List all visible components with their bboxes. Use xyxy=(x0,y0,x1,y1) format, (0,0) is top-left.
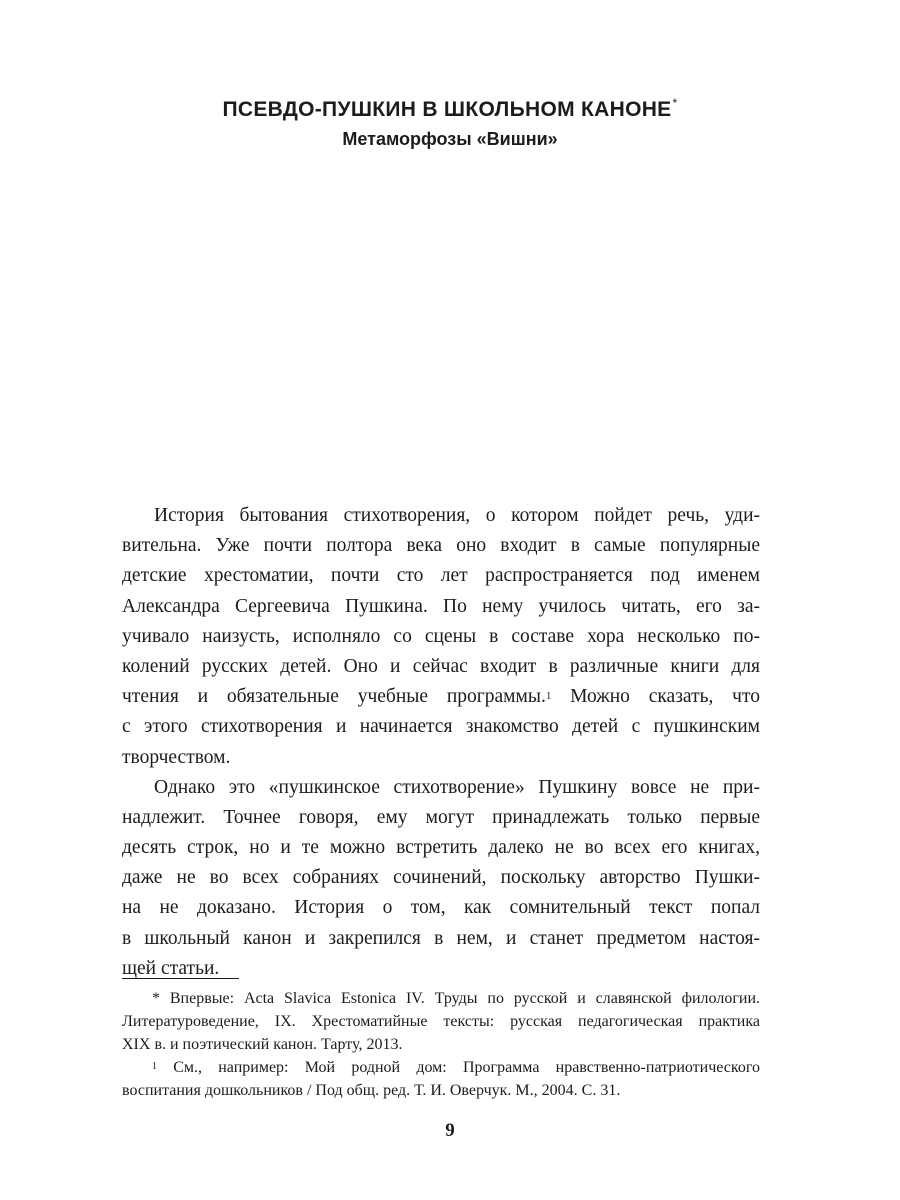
text-line: десять строк, но и те можно встретить далеко не во всех его книгах, xyxy=(122,837,760,859)
footnote-ref-1[interactable]: 1 xyxy=(545,690,552,703)
footnote-text: XIX в. и поэтический канон. Тарту, 2013. xyxy=(122,1036,403,1053)
footnotes xyxy=(122,987,760,1102)
footnote-text: Литературоведение, IX. Хрестоматийные тексты: русская педагогическая практика xyxy=(122,1013,760,1030)
chapter-title xyxy=(0,98,900,122)
text-line: колений русских детей. Оно и сейчас входит в различные книги для xyxy=(122,655,760,677)
footnote-star-mark: * xyxy=(152,990,160,1007)
text-line: даже не во всех собраниях сочинений, поскольку авторство Пушки- xyxy=(122,867,760,889)
page-number: 9 xyxy=(445,1120,455,1141)
text-line: учивало наизусть, исполняло со сцены в составе хора несколько по- xyxy=(122,625,760,647)
text-line: Александра Сергеевича Пушкина. По нему училось читать, его за- xyxy=(122,595,760,617)
title-footnote-mark: * xyxy=(672,96,678,110)
footnote-1-mark: 1 xyxy=(152,1061,157,1072)
text-segment: чтения и обязательные учебные программы. xyxy=(122,686,546,708)
text-line: надлежит. Точнее говоря, ему могут принадлежать только первые xyxy=(122,806,760,828)
footnote-text: Впервые: Acta Slavica Estonica IV. Труды по русской и славянской филологии. xyxy=(160,990,760,1007)
text-line: с этого стихотворения и начинается знакомство детей с пушкинским xyxy=(122,716,760,738)
text-line-with-footnote xyxy=(122,682,760,712)
text-line: на не доказано. История о том, как сомнительный текст попал xyxy=(122,897,760,919)
text-line: щей статьи. xyxy=(122,957,220,979)
text-line: детские хрестоматии, почти сто лет распространяется под именем xyxy=(122,565,760,587)
footnote-divider xyxy=(122,978,239,979)
text-line: История бытования стихотворения, о котором пойдет речь, уди- xyxy=(154,505,760,526)
text-line: Однако это «пушкинское стихотворение» Пушкину вовсе не при- xyxy=(154,776,760,798)
footnote-text: См., например: Мой родной дом: Программа нравственно-патриотического xyxy=(157,1059,760,1076)
footnote-1-line xyxy=(122,1056,760,1079)
footnote-star-line xyxy=(122,987,760,1010)
chapter-subtitle: Метаморфозы «Вишни» xyxy=(342,129,558,149)
main-text xyxy=(122,501,760,984)
text-line: в школьный канон и закрепился в нем, и станет предметом настоя- xyxy=(122,927,760,949)
footnote-text: воспитания дошкольников / Под общ. ред. Т. И. Оверчук. М., 2004. С. 31. xyxy=(122,1082,621,1099)
text-segment: Можно сказать, что xyxy=(551,686,760,708)
text-line: творчеством. xyxy=(122,746,231,768)
text-line: вительна. Уже почти полтора века оно входит в самые популярные xyxy=(122,535,760,557)
chapter-title-text: ПСЕВДО-ПУШКИН В ШКОЛЬНОМ КАНОНЕ xyxy=(222,98,672,121)
